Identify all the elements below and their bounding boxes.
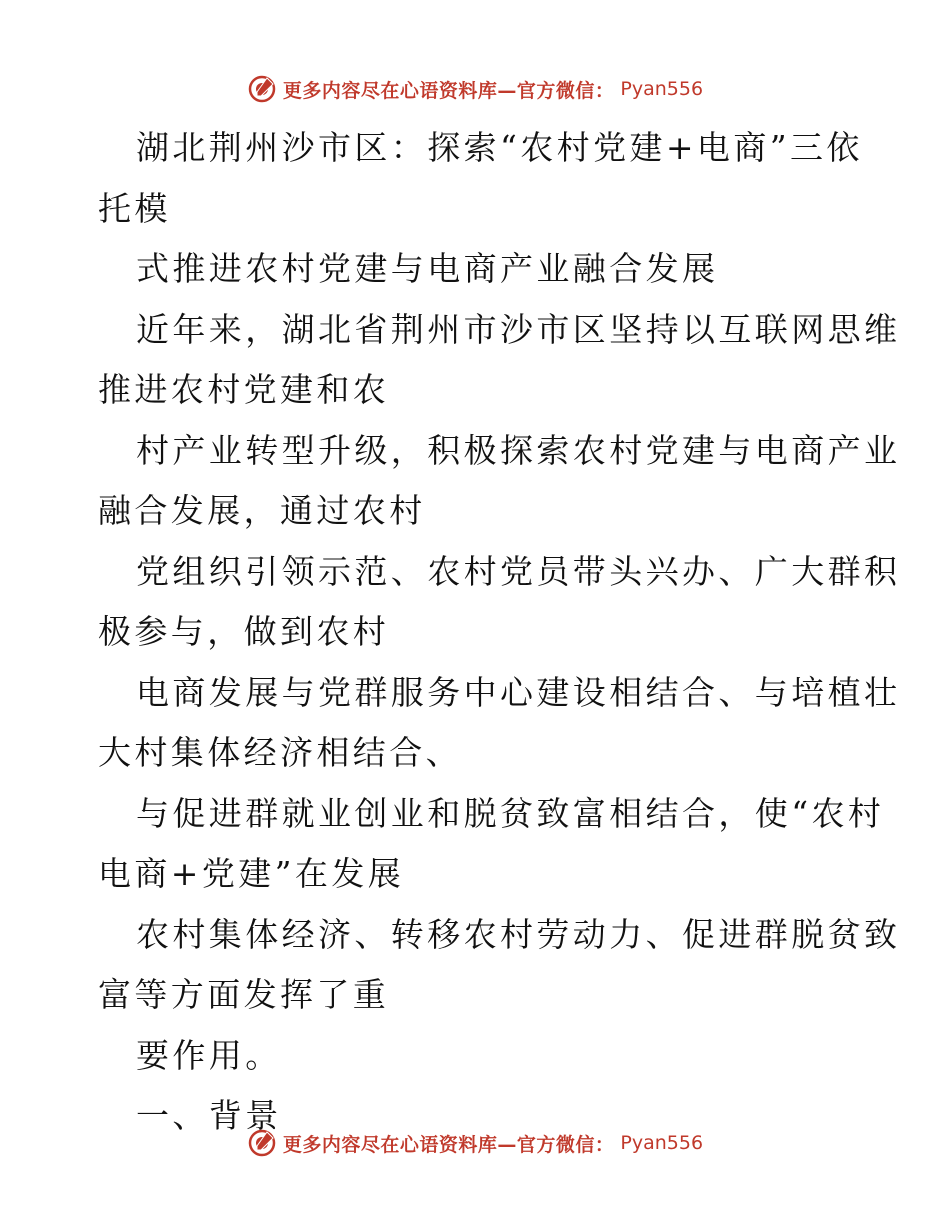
text-line: 式推进农村党建与电商产业融合发展 xyxy=(136,249,719,288)
text-line: 与促进群就业创业和脱贫致富相结合，使“农村 xyxy=(136,793,885,833)
text-line: 大村集体经济相结合、 xyxy=(98,733,462,772)
logo-icon xyxy=(247,74,277,104)
text-line: 融合发展，通过农村 xyxy=(98,491,426,530)
watermark-text: 更多内容尽在心语资料库—官方微信： xyxy=(282,79,615,102)
watermark-header xyxy=(0,74,950,104)
text-line: 极参与，做到农村 xyxy=(98,612,390,651)
text-line: 富等方面发挥了重 xyxy=(98,975,390,1014)
document-body xyxy=(98,118,901,1147)
text-line: 推进农村党建和农 xyxy=(98,370,390,409)
text-line: 要作用。 xyxy=(136,1035,282,1075)
text-line: 电商+党建”在发展 xyxy=(98,854,405,893)
text-line: 湖北荆州沙市区：探索“农村党建+电商”三依 xyxy=(136,128,863,167)
watermark-wechat-id: Pyan556 xyxy=(620,78,704,100)
logo-icon xyxy=(247,1128,277,1158)
text-line: 托模 xyxy=(98,188,171,228)
text-line: 一、背景 xyxy=(136,1096,282,1135)
text-line: 农村集体经济、转移农村劳动力、促进群脱贫致 xyxy=(136,914,901,954)
text-line: 村产业转型升级，积极探索农村党建与电商产业 xyxy=(136,430,901,470)
text-line: 近年来，湖北省荆州市沙市区坚持以互联网思维 xyxy=(136,309,901,349)
watermark-wechat-id: Pyan556 xyxy=(620,1132,704,1154)
watermark-text: 更多内容尽在心语资料库—官方微信： xyxy=(282,1133,615,1156)
text-line: 电商发展与党群服务中心建设相结合、与培植壮 xyxy=(136,672,901,712)
watermark-footer xyxy=(0,1128,950,1158)
text-line: 党组织引领示范、农村党员带头兴办、广大群积 xyxy=(136,551,901,591)
